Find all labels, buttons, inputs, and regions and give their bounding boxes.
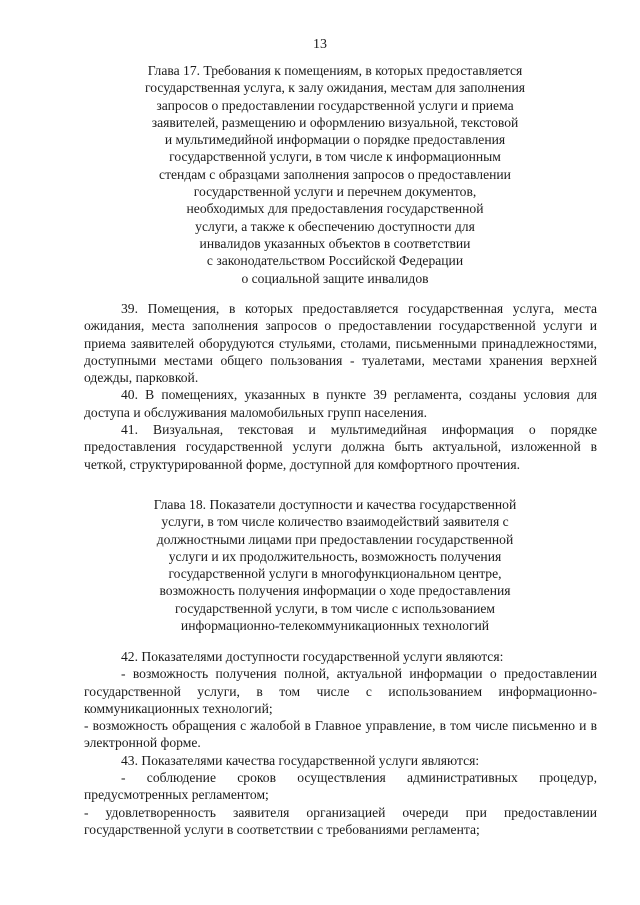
heading-line: услуги, в том числе количество взаимодействий заявителя с [161,514,509,530]
chapter-17-body [84,300,597,473]
heading-line: о социальной защите инвалидов [241,270,429,286]
heading-line: государственной услуги и перечнем документов, [193,184,477,200]
heading-line: Глава 18. Показатели доступности и качества государственной [153,497,517,512]
heading-line: запросов о предоставлении государственной услуги и приема [156,97,514,113]
list-item: - удовлетворенность заявителя организацией очереди при предоставлении государственной услуги в соответствии с требованиями регламента; [84,804,597,837]
heading-line: государственной услуги, в том числе к информационным [169,149,501,165]
heading-line: государственная услуга, к залу ожидания, местам для заполнения [144,80,525,96]
chapter-17-heading [100,62,570,287]
paragraph-40: 40. В помещениях, указанных в пункте 39 регламента, созданы условия для доступа и обслуживания маломобильных групп населения. [84,387,597,420]
heading-line: должностными лицами при предоставлении государственной [156,531,514,547]
heading-line: необходимых для предоставления государственной [186,201,484,217]
heading-line: и мультимедийной информации о порядке предоставления [164,132,506,148]
heading-line: услуги, а также к обеспечению доступности для [195,218,475,234]
heading-line: государственной услуги в многофункциональном центре, [168,566,502,582]
paragraph-41: 41. Визуальная, текстовая и мультимедийная информация о порядке предоставления государственной услуги должна быть актуальной, изложенной в четкой, структурированной форме, доступной для комфортного прочтения. [84,422,597,472]
paragraph-43: 43. Показателями качества государственной услуги являются: [121,752,480,768]
heading-line: Глава 17. Требования к помещениям, в которых предоставляется [147,63,523,78]
heading-line: возможность получения информации о ходе предоставления [159,583,511,599]
heading-line: стендам с образцами заполнения запросов о предоставлении [159,166,511,182]
heading-line: с законодательством Российской Федерации [206,253,464,269]
heading-line: заявителей, размещению и оформлению визуальной, текстовой [151,114,519,130]
list-item: - возможность получения полной, актуальной информации о предоставлении государственной услуги, в том числе с использованием информационно-коммуникационных технологий; [84,666,597,716]
list-item: - возможность обращения с жалобой в Главное управление, в том числе письменно и в электронной форме. [84,718,597,751]
heading-line: информационно-телекоммуникационных технологий [180,618,490,634]
paragraph-42: 42. Показателями доступности государственной услуги являются: [121,649,504,664]
heading-line: государственной услуги, в том числе с использованием [175,600,495,616]
page-number: 13 [313,37,327,52]
chapter-18-body [84,648,597,838]
heading-line: инвалидов указанных объектов в соответствии [199,235,471,251]
heading-line: услуги и их продолжительность, возможность получения [168,548,502,564]
chapter-18-heading [100,496,570,634]
list-item: - соблюдение сроков осуществления административных процедур, предусмотренных регламентом; [84,770,597,803]
paragraph-39: 39. Помещения, в которых предоставляется государственная услуга, места ожидания, места заполнения запросов о предоставлении государственной услуги и приема заявителей оборудуются стульями, столами, письменными принадлежностями, доступными местами общего пользования - туалетами, местами хранения верхней одежды, парковкой. [84,301,597,386]
